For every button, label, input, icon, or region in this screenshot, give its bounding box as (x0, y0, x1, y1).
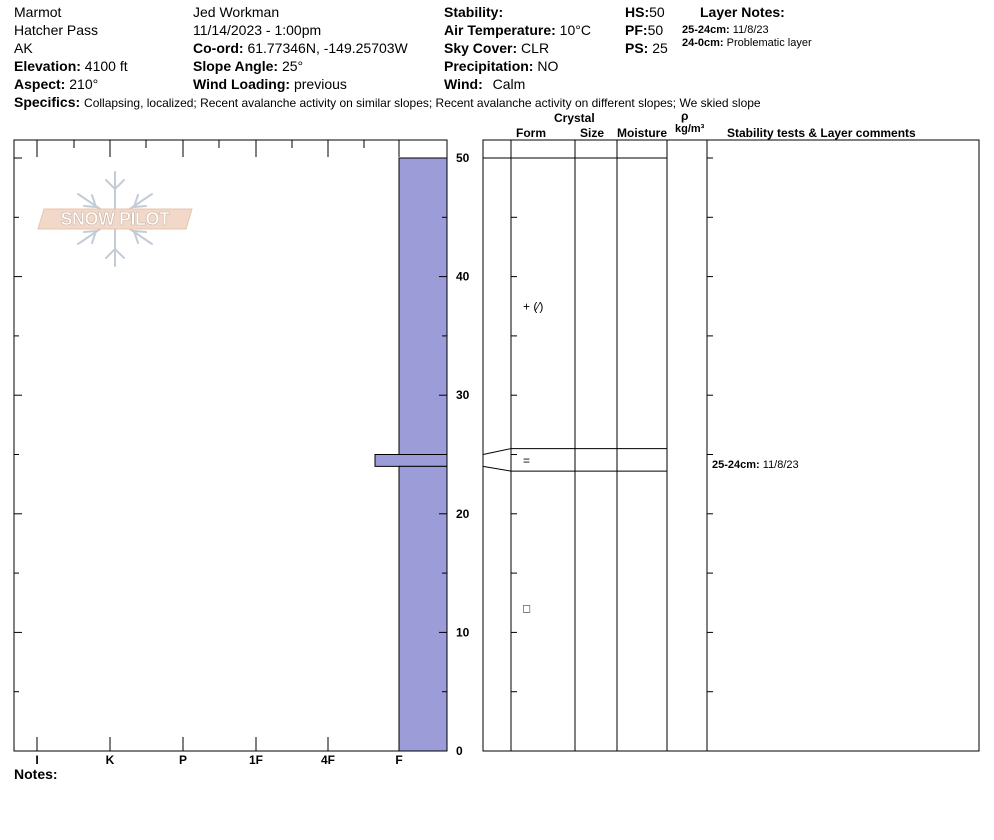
elevation-label: Elevation: (14, 58, 81, 74)
layer-comment-range: 25-24cm: (712, 459, 760, 471)
crystal-header: Crystal (554, 111, 595, 125)
ps-value: 25 (652, 40, 668, 56)
sky-label: Sky Cover: (444, 40, 518, 56)
pf-label: PF: (625, 22, 648, 38)
depth-tick-label: 50 (456, 151, 470, 165)
coord-value: 61.77346N, -149.25703W (247, 40, 408, 56)
moisture-header: Moisture (617, 126, 668, 140)
aspect-label: Aspect: (14, 76, 66, 92)
comments-header: Stability tests & Layer comments (727, 126, 916, 140)
ps-label: PS: (625, 40, 649, 56)
precip-label: Precipitation: (444, 58, 534, 74)
wind-loading-value: previous (293, 76, 347, 92)
coord-label: Co-ord: (193, 40, 244, 56)
hs-label: HS: (625, 4, 650, 20)
logo-text: SNOW PILOT (60, 209, 170, 229)
pf-value: 50 (647, 22, 664, 38)
area: Hatcher Pass (14, 22, 99, 38)
specifics-label: Specifics: (14, 94, 81, 110)
crystal-form-symbols (523, 299, 543, 615)
layer-note-range: 25-24cm: (682, 24, 730, 36)
notes-label: Notes: (14, 766, 58, 782)
layer-table-frame (483, 140, 979, 751)
layer-connector (483, 449, 511, 455)
density-unit-header: kg/m³ (675, 123, 705, 135)
form-header: Form (516, 126, 546, 140)
slope-value: 25° (281, 58, 304, 74)
hardness-tick-label: P (178, 753, 188, 767)
hardness-plot-frame (14, 140, 447, 751)
hardness-bar (399, 158, 447, 455)
depth-tick-label: 30 (456, 388, 470, 403)
layer-note-text: Problematic layer (726, 37, 812, 49)
crystal-form-symbol: = (523, 453, 531, 468)
location: Marmot (14, 4, 62, 20)
layer-note-range: 24-0cm: (682, 37, 724, 49)
depth-axis-labels (456, 151, 470, 758)
slope-label: Slope Angle: (193, 58, 279, 74)
depth-tick-label: 0 (456, 744, 463, 758)
wind-loading-label: Wind Loading: (193, 76, 291, 92)
hardness-tick-label: K (105, 753, 115, 767)
elevation-value: 4100 ft (84, 58, 128, 74)
size-header: Size (580, 126, 605, 140)
air-temp-value: 10°C (559, 22, 591, 38)
hardness-bars (375, 158, 447, 751)
sky-value: CLR (521, 40, 550, 56)
snow-pilot-logo (38, 172, 192, 266)
left-ticks (14, 158, 22, 751)
hs-value: 50 (649, 4, 665, 20)
depth-tick-label: 40 (456, 269, 470, 284)
crystal-form-symbol: + (⁄) (523, 299, 544, 314)
layer-notes-title: Layer Notes: (700, 4, 785, 20)
air-temp-label: Air Temperature: (444, 22, 556, 38)
crystal-form-symbol: □ (523, 601, 531, 616)
wind-label: Wind: (444, 76, 483, 92)
hardness-tick-label: I (35, 753, 39, 767)
hardness-tick-label: F (395, 753, 403, 767)
precip-value: NO (537, 58, 559, 74)
datetime: 11/14/2023 - 1:00pm (193, 22, 322, 38)
state: AK (14, 40, 33, 56)
wind-value: Calm (492, 76, 526, 92)
table-ticks (511, 158, 713, 751)
aspect-value: 210° (69, 76, 99, 92)
hardness-tick-label: 4F (320, 753, 336, 767)
layer-connector (483, 466, 511, 471)
observer: Jed Workman (193, 4, 280, 20)
rho-header: ρ (681, 109, 689, 123)
hardness-tick-label: 1F (248, 753, 264, 767)
hardness-bar (399, 466, 447, 751)
stability-label: Stability: (444, 4, 504, 20)
specifics-text: Collapsing, localized; Recent avalanche activity on similar slopes; Recent avalanche activity on different slopes; We skied slope (84, 96, 761, 110)
depth-tick-label: 10 (456, 625, 470, 640)
hardness-bar (375, 455, 447, 467)
layer-note-text: 11/8/23 (732, 24, 769, 36)
hardness-axis-labels (35, 753, 402, 767)
depth-tick-label: 20 (456, 506, 470, 521)
layer-comment-text: 11/8/23 (762, 459, 799, 471)
